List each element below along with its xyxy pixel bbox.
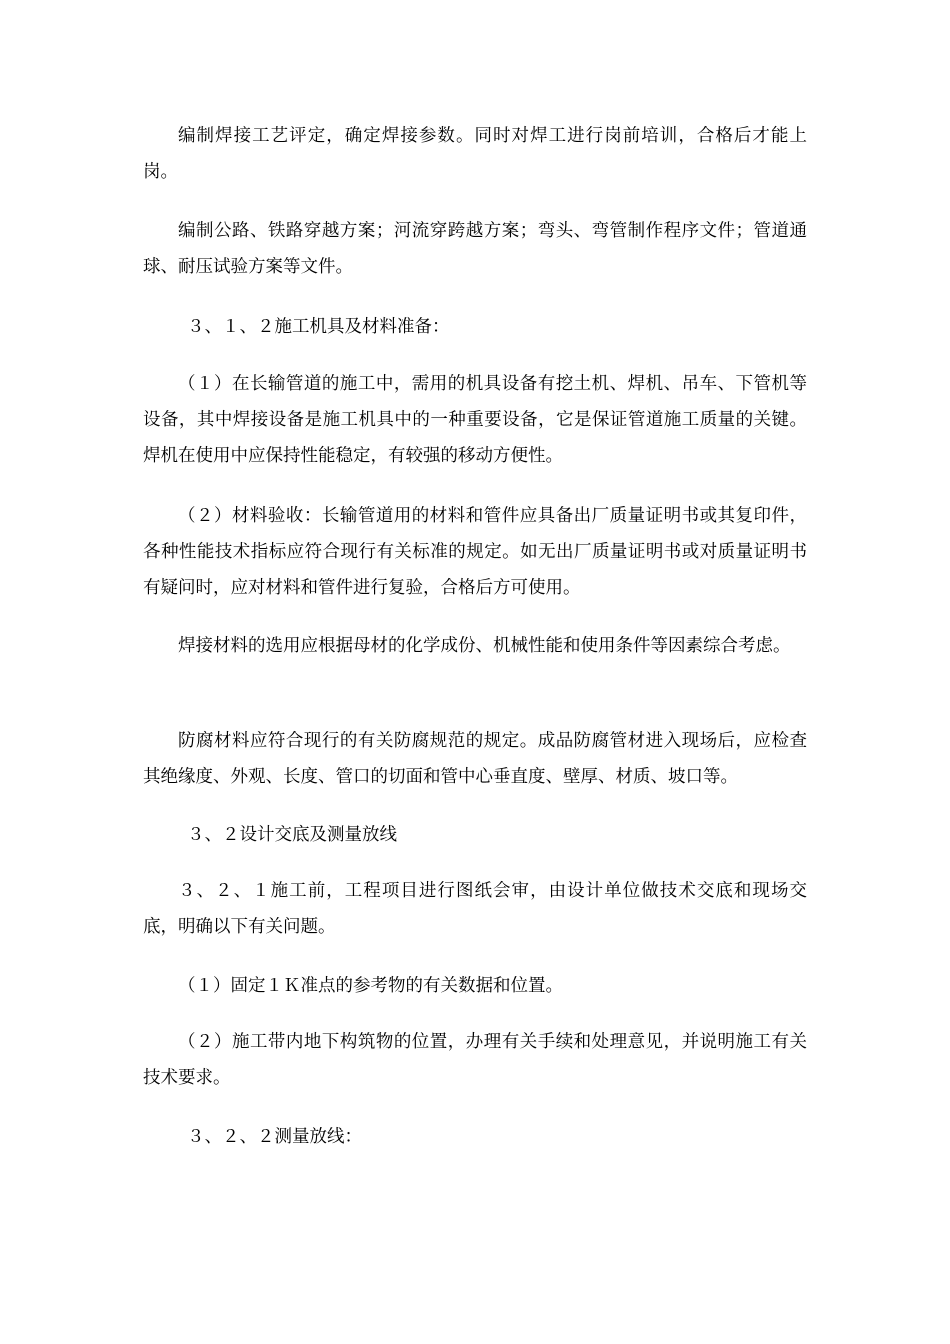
section-heading-3-1-2: ３、１、２施工机具及材料准备： — [187, 317, 450, 337]
section-heading-3-2: ３、２设计交底及测量放线 — [187, 825, 397, 845]
paragraph-benchmark: （１）固定１Ｋ准点的参考物的有关数据和位置。 — [178, 976, 563, 996]
paragraph-design-disclosure: ３、２、１施工前，工程项目进行图纸会审，由设计单位做技术交底和现场交底，明确以下有关问题。 — [143, 881, 807, 937]
paragraph-equipment: （１）在长输管道的施工中，需用的机具设备有挖土机、焊机、吊车、下管机等设备，其中焊接设备是施工机具中的一种重要设备，它是保证管道施工质量的关键。焊机在使用中应保持性能稳定，有较强的移动方便性。 — [143, 374, 807, 466]
paragraph-material-acceptance: （２）材料验收：长输管道用的材料和管件应具备出厂质量证明书或其复印件，各种性能技术指标应符合现行有关标准的规定。如无出厂质量证明书或对质量证明书有疑问时，应对材料和管件进行复验，合格后方可使用。 — [143, 506, 807, 598]
paragraph-anticorrosion: 防腐材料应符合现行的有关防腐规范的规定。成品防腐管材进入现场后，应检查其绝缘度、外观、长度、管口的切面和管中心垂直度、壁厚、材质、坡口等。 — [143, 731, 807, 787]
paragraph-underground-structures: （２）施工带内地下构筑物的位置，办理有关手续和处理意见，并说明施工有关技术要求。 — [143, 1032, 807, 1088]
paragraph-welding-procedure: 编制焊接工艺评定，确定焊接参数。同时对焊工进行岗前培训，合格后才能上岗。 — [143, 126, 807, 182]
paragraph-crossing-plans: 编制公路、铁路穿越方案；河流穿跨越方案；弯头、弯管制作程序文件；管道通球、耐压试验方案等文件。 — [143, 221, 807, 277]
section-heading-3-2-2: ３、２、２测量放线： — [187, 1127, 362, 1147]
paragraph-welding-materials: 焊接材料的选用应根据母材的化学成份、机械性能和使用条件等因素综合考虑。 — [178, 636, 791, 656]
